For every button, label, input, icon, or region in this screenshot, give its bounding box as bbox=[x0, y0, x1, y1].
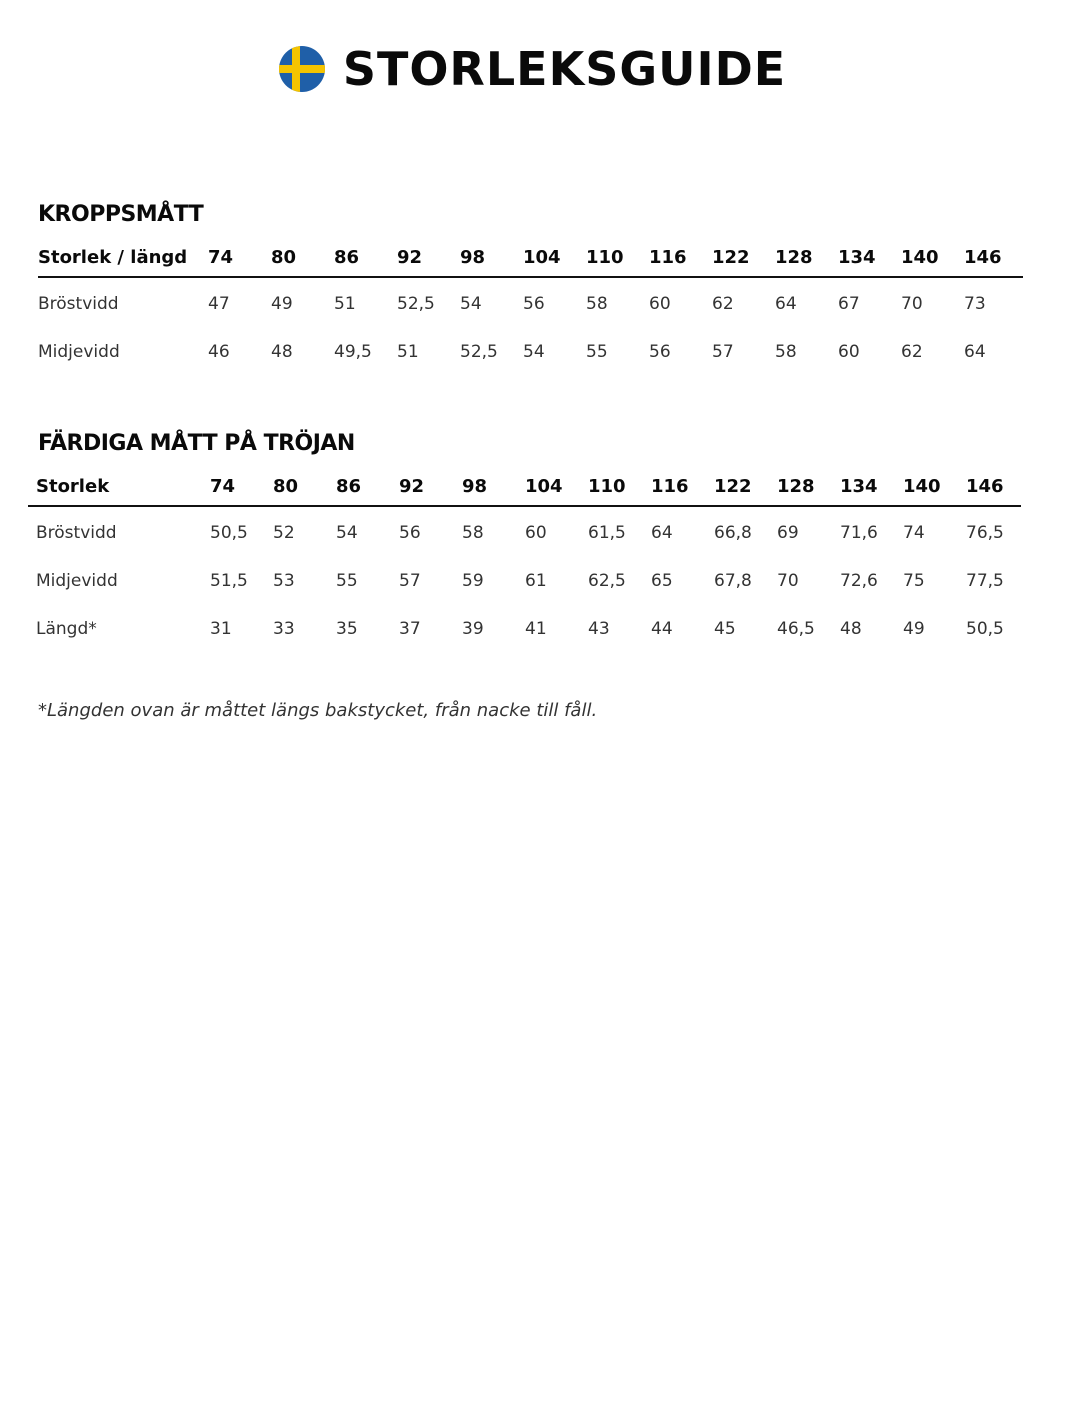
table-cell: 65 bbox=[651, 571, 673, 591]
table-cell: 55 bbox=[586, 342, 608, 362]
table-cell: 62 bbox=[712, 294, 734, 314]
size-header: 74 bbox=[210, 467, 273, 506]
table-cell: 64 bbox=[651, 523, 673, 543]
table-cell: 70 bbox=[901, 294, 923, 314]
table-cell: 51,5 bbox=[210, 571, 248, 591]
row-label: Längd* bbox=[36, 619, 97, 639]
size-header: 98 bbox=[460, 238, 523, 277]
size-header: 110 bbox=[586, 238, 649, 277]
table-cell: 48 bbox=[840, 619, 862, 639]
table-cell: 52,5 bbox=[460, 342, 498, 362]
page-header bbox=[0, 40, 1065, 98]
table-header-row bbox=[28, 467, 1021, 506]
size-header: 128 bbox=[777, 467, 840, 506]
table-cell: 57 bbox=[712, 342, 734, 362]
table-cell: 77,5 bbox=[966, 571, 1004, 591]
table-row bbox=[38, 277, 1023, 328]
garment-measurements-title: FÄRDIGA MÅTT PÅ TRÖJAN bbox=[38, 431, 355, 456]
table-cell: 73 bbox=[964, 294, 986, 314]
page-title: STORLEKSGUIDE bbox=[342, 42, 787, 96]
table-cell: 37 bbox=[399, 619, 421, 639]
size-header: 140 bbox=[901, 238, 964, 277]
size-header: 146 bbox=[964, 238, 1023, 277]
table-cell: 70 bbox=[777, 571, 799, 591]
row-label: Midjevidd bbox=[38, 342, 120, 362]
table-cell: 66,8 bbox=[714, 523, 752, 543]
size-header: 116 bbox=[649, 238, 712, 277]
table-cell: 62 bbox=[901, 342, 923, 362]
size-header: 110 bbox=[588, 467, 651, 506]
table-cell: 54 bbox=[460, 294, 482, 314]
table-cell: 35 bbox=[336, 619, 358, 639]
table-cell: 57 bbox=[399, 571, 421, 591]
table-cell: 54 bbox=[523, 342, 545, 362]
table-cell: 49,5 bbox=[334, 342, 372, 362]
size-header: 116 bbox=[651, 467, 714, 506]
body-measurements-table bbox=[38, 238, 1023, 376]
table-cell: 48 bbox=[271, 342, 293, 362]
table-cell: 43 bbox=[588, 619, 610, 639]
size-header: 86 bbox=[334, 238, 397, 277]
table-cell: 61,5 bbox=[588, 523, 626, 543]
table-cell: 31 bbox=[210, 619, 232, 639]
table-cell: 51 bbox=[334, 294, 356, 314]
row-label: Bröstvidd bbox=[36, 523, 117, 543]
size-header: 74 bbox=[208, 238, 271, 277]
table-cell: 71,6 bbox=[840, 523, 878, 543]
table-row bbox=[28, 605, 1021, 653]
table-cell: 53 bbox=[273, 571, 295, 591]
size-header: 92 bbox=[397, 238, 460, 277]
table-cell: 60 bbox=[649, 294, 671, 314]
table-cell: 74 bbox=[903, 523, 925, 543]
table-cell: 46,5 bbox=[777, 619, 815, 639]
table-cell: 46 bbox=[208, 342, 230, 362]
size-header: 98 bbox=[462, 467, 525, 506]
size-header: 134 bbox=[838, 238, 901, 277]
table-cell: 62,5 bbox=[588, 571, 626, 591]
footnote: *Längden ovan är måttet längs bakstycket, från nacke till fåll. bbox=[38, 700, 598, 721]
table-cell: 56 bbox=[523, 294, 545, 314]
size-header: 86 bbox=[336, 467, 399, 506]
table-cell: 56 bbox=[399, 523, 421, 543]
table-cell: 45 bbox=[714, 619, 736, 639]
table-cell: 54 bbox=[336, 523, 358, 543]
header-label: Storlek / längd bbox=[38, 238, 208, 277]
table-cell: 44 bbox=[651, 619, 673, 639]
size-header: 140 bbox=[903, 467, 966, 506]
size-header: 104 bbox=[525, 467, 588, 506]
table-cell: 58 bbox=[775, 342, 797, 362]
table-cell: 64 bbox=[775, 294, 797, 314]
table-cell: 39 bbox=[462, 619, 484, 639]
table-cell: 52,5 bbox=[397, 294, 435, 314]
table-cell: 51 bbox=[397, 342, 419, 362]
table-cell: 49 bbox=[903, 619, 925, 639]
size-header: 92 bbox=[399, 467, 462, 506]
sweden-flag-icon bbox=[279, 46, 325, 92]
size-header: 134 bbox=[840, 467, 903, 506]
garment-measurements-section bbox=[28, 429, 1021, 653]
table-cell: 47 bbox=[208, 294, 230, 314]
size-header: 146 bbox=[966, 467, 1021, 506]
table-row bbox=[28, 557, 1021, 605]
size-header: 80 bbox=[271, 238, 334, 277]
table-cell: 64 bbox=[964, 342, 986, 362]
garment-measurements-table bbox=[28, 467, 1021, 653]
table-cell: 55 bbox=[336, 571, 358, 591]
row-label: Bröstvidd bbox=[38, 294, 119, 314]
table-cell: 61 bbox=[525, 571, 547, 591]
header-label: Storlek bbox=[28, 467, 210, 506]
table-cell: 49 bbox=[271, 294, 293, 314]
table-cell: 59 bbox=[462, 571, 484, 591]
table-cell: 67,8 bbox=[714, 571, 752, 591]
table-row bbox=[28, 506, 1021, 557]
table-cell: 75 bbox=[903, 571, 925, 591]
table-cell: 60 bbox=[525, 523, 547, 543]
table-row bbox=[38, 328, 1023, 376]
body-measurements-section bbox=[38, 200, 1023, 376]
table-cell: 72,6 bbox=[840, 571, 878, 591]
table-cell: 58 bbox=[462, 523, 484, 543]
table-cell: 67 bbox=[838, 294, 860, 314]
size-header: 122 bbox=[714, 467, 777, 506]
size-header: 122 bbox=[712, 238, 775, 277]
table-cell: 50,5 bbox=[210, 523, 248, 543]
table-cell: 76,5 bbox=[966, 523, 1004, 543]
table-cell: 60 bbox=[838, 342, 860, 362]
row-label: Midjevidd bbox=[36, 571, 118, 591]
body-measurements-title: KROPPSMÅTT bbox=[38, 202, 204, 227]
size-header: 80 bbox=[273, 467, 336, 506]
table-cell: 52 bbox=[273, 523, 295, 543]
table-cell: 41 bbox=[525, 619, 547, 639]
table-header-row bbox=[38, 238, 1023, 277]
size-header: 128 bbox=[775, 238, 838, 277]
table-cell: 58 bbox=[586, 294, 608, 314]
table-cell: 50,5 bbox=[966, 619, 1004, 639]
table-cell: 33 bbox=[273, 619, 295, 639]
size-header: 104 bbox=[523, 238, 586, 277]
table-cell: 56 bbox=[649, 342, 671, 362]
table-cell: 69 bbox=[777, 523, 799, 543]
